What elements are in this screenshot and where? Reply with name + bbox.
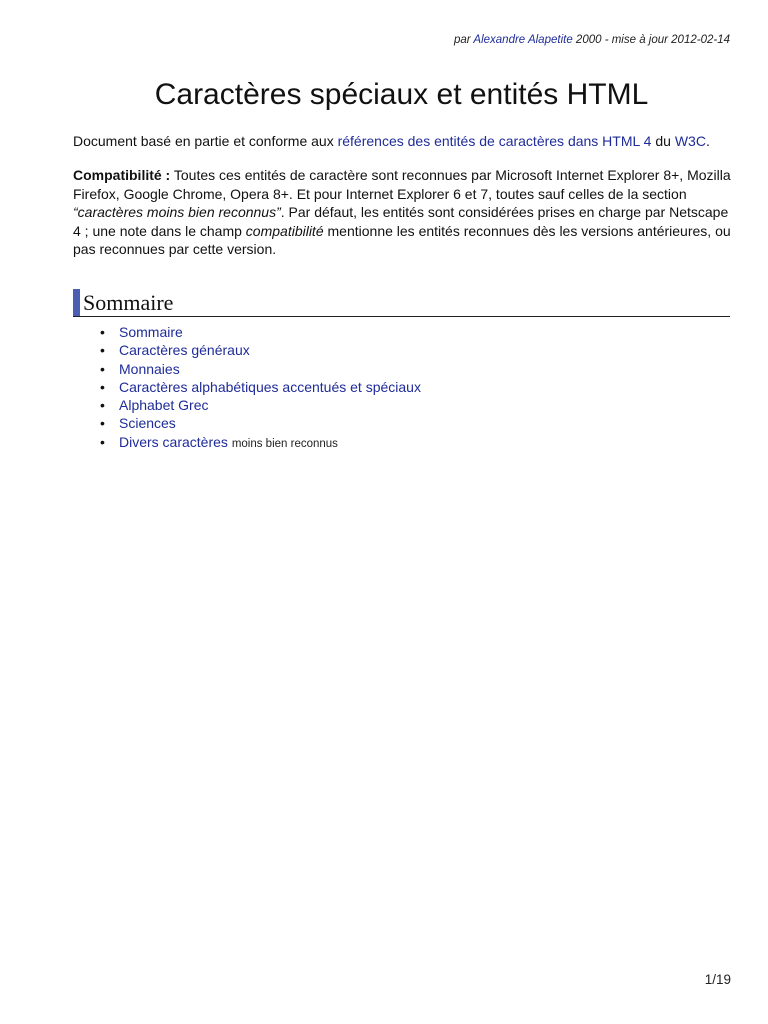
compatibility-text-2: . Par défaut, les entités sont considérées prises en charge par Netscape 4 ; une note dans le champ	[73, 204, 729, 239]
w3c-link[interactable]: W3C	[674, 133, 706, 149]
bullet-icon: •	[100, 433, 105, 450]
compatibility-label: Compatibilité :	[73, 167, 171, 183]
section-title: Sommaire	[83, 290, 174, 315]
page-title: Caractères spéciaux et entités HTML	[154, 78, 649, 111]
toc-item	[73, 360, 421, 378]
intro-paragraph	[73, 132, 733, 151]
intro-text-before: Document basé en partie et conforme aux	[73, 133, 334, 149]
toc-link-caracteres-generaux[interactable]: Caractères généraux	[119, 342, 250, 359]
bullet-icon: •	[100, 324, 105, 340]
byline	[454, 34, 730, 46]
bullet-icon: •	[100, 378, 105, 395]
toc-link-sommaire[interactable]: Sommaire	[119, 324, 183, 340]
toc-item	[73, 433, 421, 453]
toc-item	[73, 323, 421, 341]
intro-text-after: .	[705, 133, 710, 149]
compatibility-quote: “caractères moins bien reconnus”	[73, 204, 281, 220]
byline-date: 2000 - mise à jour 2012-02-14	[575, 34, 730, 46]
bullet-icon: •	[100, 415, 105, 432]
byline-prefix: par	[454, 34, 471, 46]
toc-link-alphabet-grec[interactable]: Alphabet Grec	[119, 397, 209, 414]
toc-item	[73, 378, 421, 396]
toc-item	[73, 396, 421, 414]
table-of-contents	[73, 323, 421, 453]
bullet-icon: •	[100, 342, 105, 359]
compatibility-text-1: Toutes ces entités de caractère sont reconnues par Microsoft Internet Explorer 8+, Mozilla Firefox, Google Chrome, Opera 8+. Et pour Internet Explorer 6 et 7, toutes sauf celles de la section	[73, 167, 731, 202]
section-accent-bar	[73, 289, 80, 316]
bullet-icon: •	[100, 360, 105, 377]
compatibility-emphasis: compatibilité	[245, 222, 324, 239]
toc-link-divers-caracteres[interactable]: Divers caractères	[119, 433, 228, 450]
page-number: 1/19	[704, 972, 731, 987]
intro-text-middle: du	[655, 133, 671, 149]
author-link[interactable]: Alexandre Alapetite	[473, 34, 573, 46]
bullet-icon: •	[100, 397, 105, 414]
toc-link-sciences[interactable]: Sciences	[119, 415, 176, 432]
section-heading-sommaire	[73, 289, 730, 317]
toc-item-note: moins bien reconnus	[231, 437, 338, 450]
compatibility-paragraph	[73, 166, 733, 259]
html4-references-link[interactable]: références des entités de caractères dans HTML 4	[337, 133, 652, 149]
toc-link-caracteres-alphabetiques[interactable]: Caractères alphabétiques accentués et spéciaux	[119, 378, 421, 395]
toc-item	[73, 414, 421, 432]
toc-link-monnaies[interactable]: Monnaies	[119, 360, 180, 377]
toc-item	[73, 341, 421, 359]
compatibility-text-3: mentionne les entités reconnues dès les versions antérieures, ou pas reconnues par cette version.	[73, 222, 731, 257]
